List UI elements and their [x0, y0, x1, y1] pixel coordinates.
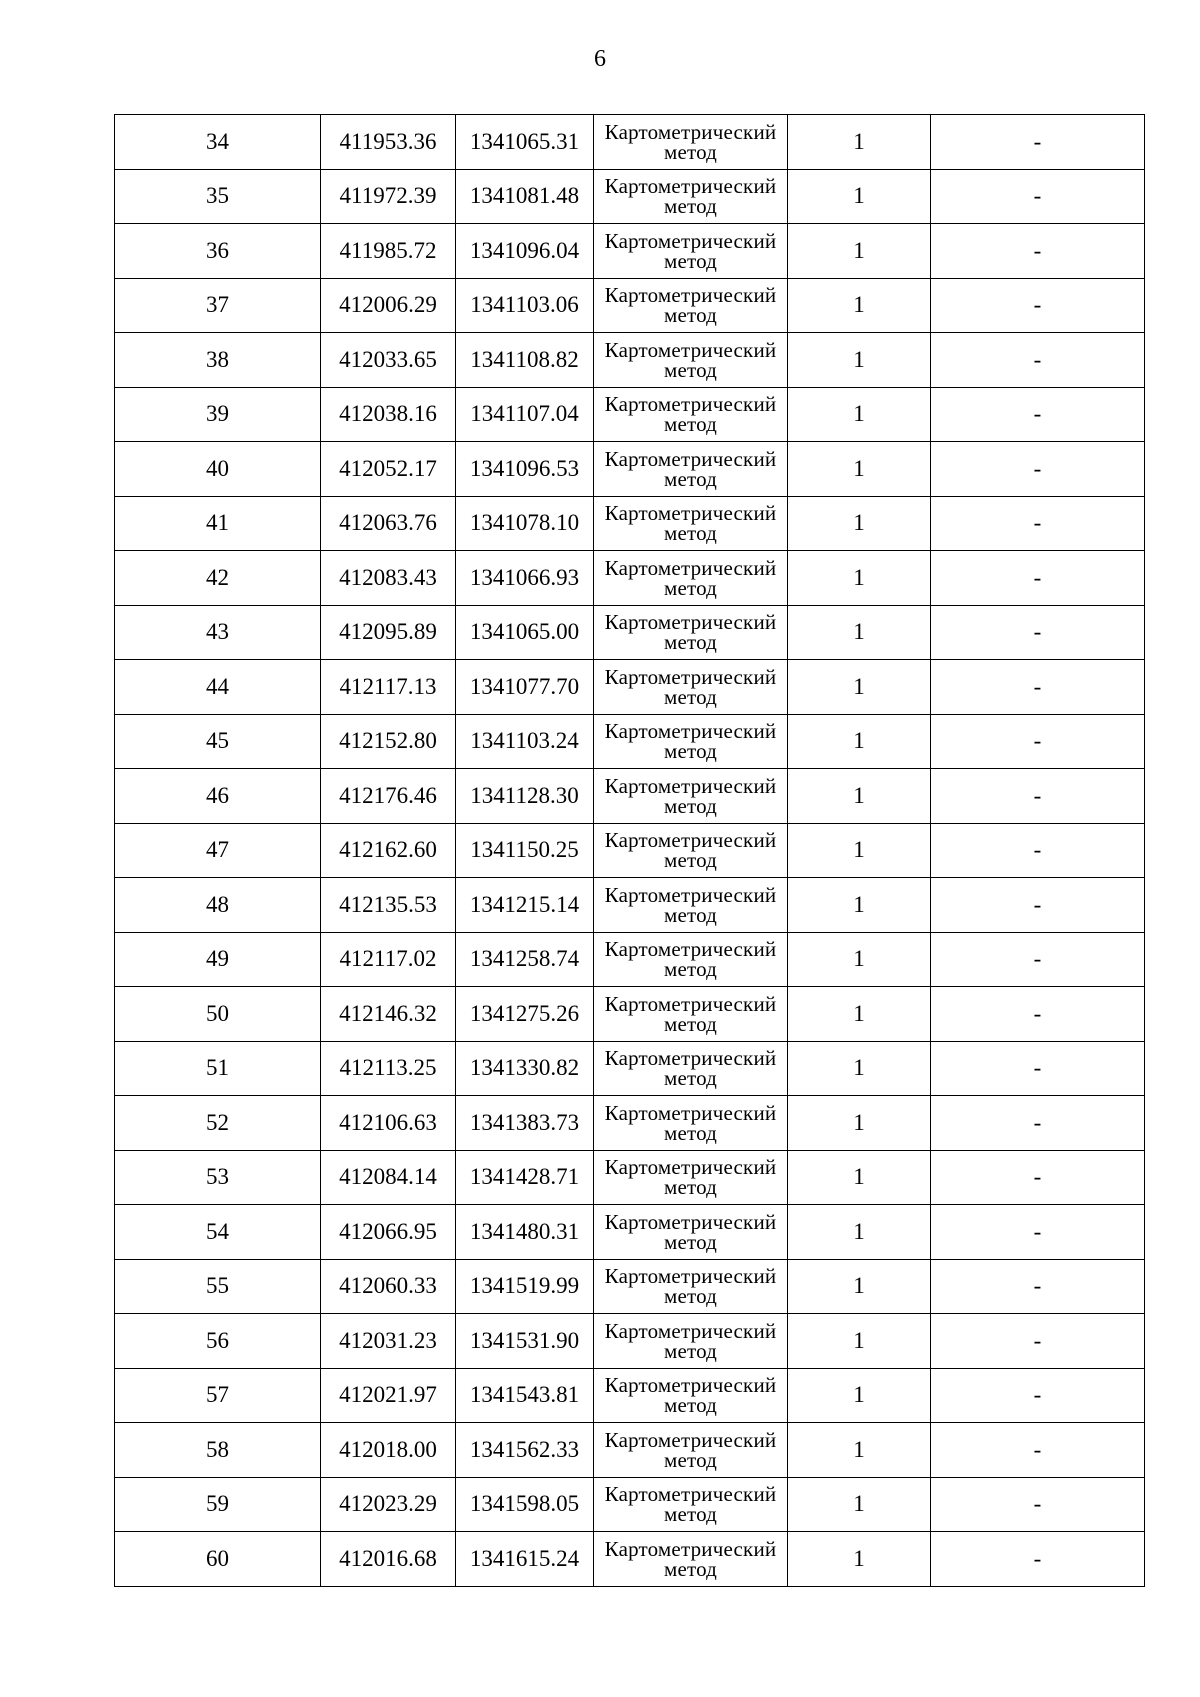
point-number-cell: 45	[115, 714, 321, 769]
method-line-2: метод	[663, 957, 718, 982]
accuracy-cell: 1	[788, 387, 931, 442]
note-cell: -	[931, 1041, 1145, 1096]
table-row	[115, 1259, 1145, 1314]
method-cell	[594, 1205, 788, 1260]
point-number-cell: 60	[115, 1532, 321, 1587]
method-line-1: Картометрический	[604, 937, 777, 962]
table-row	[115, 224, 1145, 279]
table-row	[115, 1368, 1145, 1423]
method-line-1: Картометрический	[604, 174, 777, 199]
x-coordinate-cell: 412016.68	[321, 1532, 456, 1587]
method-line-2: метод	[663, 575, 718, 600]
method-line-1: Картометрический	[604, 773, 777, 798]
note-cell: -	[931, 878, 1145, 933]
y-coordinate-cell: 1341107.04	[456, 387, 594, 442]
method-cell	[594, 1477, 788, 1532]
method-line-2: метод	[663, 412, 718, 437]
method-line-1: Картометрический	[604, 337, 777, 362]
point-number-cell: 58	[115, 1423, 321, 1478]
coordinates-table-body	[115, 115, 1145, 1587]
x-coordinate-cell: 412146.32	[321, 987, 456, 1042]
point-number-cell: 48	[115, 878, 321, 933]
accuracy-cell: 1	[788, 823, 931, 878]
point-number-cell: 46	[115, 769, 321, 824]
x-coordinate-cell: 412033.65	[321, 333, 456, 388]
table-row	[115, 605, 1145, 660]
note-cell: -	[931, 387, 1145, 442]
accuracy-cell: 1	[788, 987, 931, 1042]
coordinates-table	[114, 114, 1145, 1587]
table-row	[115, 496, 1145, 551]
y-coordinate-cell: 1341077.70	[456, 660, 594, 715]
y-coordinate-cell: 1341519.99	[456, 1259, 594, 1314]
accuracy-cell: 1	[788, 1259, 931, 1314]
accuracy-cell: 1	[788, 224, 931, 279]
method-cell	[594, 769, 788, 824]
x-coordinate-cell: 412176.46	[321, 769, 456, 824]
table-row	[115, 442, 1145, 497]
note-cell: -	[931, 1205, 1145, 1260]
y-coordinate-cell: 1341065.00	[456, 605, 594, 660]
accuracy-cell: 1	[788, 932, 931, 987]
y-coordinate-cell: 1341258.74	[456, 932, 594, 987]
accuracy-cell: 1	[788, 1096, 931, 1151]
x-coordinate-cell: 412063.76	[321, 496, 456, 551]
accuracy-cell: 1	[788, 442, 931, 497]
method-line-1: Картометрический	[604, 228, 777, 253]
table-row	[115, 1150, 1145, 1205]
point-number-cell: 36	[115, 224, 321, 279]
method-cell	[594, 987, 788, 1042]
accuracy-cell: 1	[788, 496, 931, 551]
method-line-2: метод	[663, 357, 718, 382]
accuracy-cell: 1	[788, 551, 931, 606]
x-coordinate-cell: 412113.25	[321, 1041, 456, 1096]
note-cell: -	[931, 769, 1145, 824]
note-cell: -	[931, 714, 1145, 769]
method-line-2: метод	[663, 1447, 718, 1472]
accuracy-cell: 1	[788, 1314, 931, 1369]
table-row	[115, 714, 1145, 769]
method-line-1: Картометрический	[604, 1427, 777, 1452]
method-cell	[594, 1150, 788, 1205]
method-cell	[594, 115, 788, 170]
table-row	[115, 1532, 1145, 1587]
y-coordinate-cell: 1341096.53	[456, 442, 594, 497]
point-number-cell: 50	[115, 987, 321, 1042]
y-coordinate-cell: 1341066.93	[456, 551, 594, 606]
method-line-2: метод	[663, 303, 718, 328]
method-cell	[594, 1423, 788, 1478]
point-number-cell: 49	[115, 932, 321, 987]
method-cell	[594, 932, 788, 987]
method-line-2: метод	[663, 1556, 718, 1581]
method-line-1: Картометрический	[604, 446, 777, 471]
x-coordinate-cell: 412152.80	[321, 714, 456, 769]
y-coordinate-cell: 1341103.24	[456, 714, 594, 769]
method-cell	[594, 442, 788, 497]
method-line-2: метод	[663, 1393, 718, 1418]
y-coordinate-cell: 1341383.73	[456, 1096, 594, 1151]
x-coordinate-cell: 412083.43	[321, 551, 456, 606]
table-row	[115, 660, 1145, 715]
method-line-2: метод	[663, 139, 718, 164]
method-line-1: Картометрический	[604, 828, 777, 853]
method-cell	[594, 1314, 788, 1369]
method-line-1: Картометрический	[604, 882, 777, 907]
accuracy-cell: 1	[788, 115, 931, 170]
note-cell: -	[931, 932, 1145, 987]
table-row	[115, 987, 1145, 1042]
method-line-1: Картометрический	[604, 610, 777, 635]
point-number-cell: 35	[115, 169, 321, 224]
y-coordinate-cell: 1341215.14	[456, 878, 594, 933]
accuracy-cell: 1	[788, 1150, 931, 1205]
method-line-2: метод	[663, 1338, 718, 1363]
method-line-2: метод	[663, 684, 718, 709]
method-line-2: метод	[663, 248, 718, 273]
point-number-cell: 34	[115, 115, 321, 170]
method-cell	[594, 605, 788, 660]
point-number-cell: 47	[115, 823, 321, 878]
accuracy-cell: 1	[788, 1041, 931, 1096]
table-row	[115, 1096, 1145, 1151]
method-cell	[594, 1096, 788, 1151]
y-coordinate-cell: 1341428.71	[456, 1150, 594, 1205]
note-cell: -	[931, 1423, 1145, 1478]
point-number-cell: 39	[115, 387, 321, 442]
method-line-2: метод	[663, 521, 718, 546]
y-coordinate-cell: 1341531.90	[456, 1314, 594, 1369]
note-cell: -	[931, 1477, 1145, 1532]
x-coordinate-cell: 412117.02	[321, 932, 456, 987]
table-row	[115, 1477, 1145, 1532]
method-cell	[594, 1532, 788, 1587]
note-cell: -	[931, 169, 1145, 224]
method-line-2: метод	[663, 466, 718, 491]
point-number-cell: 51	[115, 1041, 321, 1096]
y-coordinate-cell: 1341480.31	[456, 1205, 594, 1260]
note-cell: -	[931, 660, 1145, 715]
method-line-2: метод	[663, 1175, 718, 1200]
y-coordinate-cell: 1341562.33	[456, 1423, 594, 1478]
y-coordinate-cell: 1341078.10	[456, 496, 594, 551]
accuracy-cell: 1	[788, 769, 931, 824]
x-coordinate-cell: 412060.33	[321, 1259, 456, 1314]
method-line-1: Картометрический	[604, 719, 777, 744]
method-line-1: Картометрический	[604, 991, 777, 1016]
point-number-cell: 59	[115, 1477, 321, 1532]
method-line-1: Картометрический	[604, 664, 777, 689]
method-line-2: метод	[663, 739, 718, 764]
method-line-2: метод	[663, 1502, 718, 1527]
y-coordinate-cell: 1341108.82	[456, 333, 594, 388]
method-line-2: метод	[663, 194, 718, 219]
x-coordinate-cell: 411972.39	[321, 169, 456, 224]
table-row	[115, 169, 1145, 224]
method-cell	[594, 1041, 788, 1096]
note-cell: -	[931, 1368, 1145, 1423]
method-line-2: метод	[663, 793, 718, 818]
point-number-cell: 44	[115, 660, 321, 715]
method-cell	[594, 551, 788, 606]
table-row	[115, 1205, 1145, 1260]
method-cell	[594, 224, 788, 279]
x-coordinate-cell: 412021.97	[321, 1368, 456, 1423]
point-number-cell: 57	[115, 1368, 321, 1423]
x-coordinate-cell: 412038.16	[321, 387, 456, 442]
point-number-cell: 43	[115, 605, 321, 660]
x-coordinate-cell: 412052.17	[321, 442, 456, 497]
method-line-2: метод	[663, 1120, 718, 1145]
y-coordinate-cell: 1341065.31	[456, 115, 594, 170]
accuracy-cell: 1	[788, 1368, 931, 1423]
method-cell	[594, 278, 788, 333]
table-row	[115, 551, 1145, 606]
x-coordinate-cell: 412095.89	[321, 605, 456, 660]
method-line-1: Картометрический	[604, 283, 777, 308]
note-cell: -	[931, 333, 1145, 388]
method-cell	[594, 660, 788, 715]
x-coordinate-cell: 412018.00	[321, 1423, 456, 1478]
accuracy-cell: 1	[788, 1205, 931, 1260]
point-number-cell: 53	[115, 1150, 321, 1205]
x-coordinate-cell: 412084.14	[321, 1150, 456, 1205]
table-row	[115, 1314, 1145, 1369]
method-line-2: метод	[663, 902, 718, 927]
table-row	[115, 278, 1145, 333]
method-line-2: метод	[663, 1229, 718, 1254]
point-number-cell: 56	[115, 1314, 321, 1369]
point-number-cell: 42	[115, 551, 321, 606]
page-number: 6	[594, 46, 606, 72]
method-line-1: Картометрический	[604, 1046, 777, 1071]
note-cell: -	[931, 1532, 1145, 1587]
point-number-cell: 55	[115, 1259, 321, 1314]
y-coordinate-cell: 1341598.05	[456, 1477, 594, 1532]
method-line-1: Картометрический	[604, 1264, 777, 1289]
note-cell: -	[931, 278, 1145, 333]
accuracy-cell: 1	[788, 660, 931, 715]
method-line-2: метод	[663, 1284, 718, 1309]
note-cell: -	[931, 1096, 1145, 1151]
table-row	[115, 115, 1145, 170]
note-cell: -	[931, 987, 1145, 1042]
y-coordinate-cell: 1341096.04	[456, 224, 594, 279]
method-line-2: метод	[663, 1011, 718, 1036]
method-line-1: Картометрический	[604, 392, 777, 417]
accuracy-cell: 1	[788, 1423, 931, 1478]
x-coordinate-cell: 412023.29	[321, 1477, 456, 1532]
note-cell: -	[931, 823, 1145, 878]
method-line-1: Картометрический	[604, 119, 777, 144]
method-cell	[594, 823, 788, 878]
method-cell	[594, 1368, 788, 1423]
point-number-cell: 41	[115, 496, 321, 551]
note-cell: -	[931, 605, 1145, 660]
accuracy-cell: 1	[788, 714, 931, 769]
table-row	[115, 932, 1145, 987]
accuracy-cell: 1	[788, 169, 931, 224]
point-number-cell: 52	[115, 1096, 321, 1151]
method-cell	[594, 1259, 788, 1314]
note-cell: -	[931, 442, 1145, 497]
note-cell: -	[931, 115, 1145, 170]
method-line-2: метод	[663, 848, 718, 873]
x-coordinate-cell: 411953.36	[321, 115, 456, 170]
x-coordinate-cell: 412006.29	[321, 278, 456, 333]
x-coordinate-cell: 412117.13	[321, 660, 456, 715]
accuracy-cell: 1	[788, 1532, 931, 1587]
accuracy-cell: 1	[788, 278, 931, 333]
method-cell	[594, 333, 788, 388]
note-cell: -	[931, 224, 1145, 279]
note-cell: -	[931, 1259, 1145, 1314]
method-line-1: Картометрический	[604, 1318, 777, 1343]
method-line-1: Картометрический	[604, 1373, 777, 1398]
method-line-1: Картометрический	[604, 1536, 777, 1561]
y-coordinate-cell: 1341128.30	[456, 769, 594, 824]
y-coordinate-cell: 1341543.81	[456, 1368, 594, 1423]
x-coordinate-cell: 412031.23	[321, 1314, 456, 1369]
accuracy-cell: 1	[788, 605, 931, 660]
point-number-cell: 54	[115, 1205, 321, 1260]
x-coordinate-cell: 412106.63	[321, 1096, 456, 1151]
note-cell: -	[931, 496, 1145, 551]
method-cell	[594, 878, 788, 933]
method-cell	[594, 714, 788, 769]
point-number-cell: 40	[115, 442, 321, 497]
accuracy-cell: 1	[788, 878, 931, 933]
note-cell: -	[931, 1150, 1145, 1205]
point-number-cell: 38	[115, 333, 321, 388]
note-cell: -	[931, 1314, 1145, 1369]
method-cell	[594, 169, 788, 224]
note-cell: -	[931, 551, 1145, 606]
table-row	[115, 1423, 1145, 1478]
method-line-1: Картометрический	[604, 1155, 777, 1180]
x-coordinate-cell: 412066.95	[321, 1205, 456, 1260]
y-coordinate-cell: 1341615.24	[456, 1532, 594, 1587]
y-coordinate-cell: 1341103.06	[456, 278, 594, 333]
table-row	[115, 333, 1145, 388]
y-coordinate-cell: 1341150.25	[456, 823, 594, 878]
point-number-cell: 37	[115, 278, 321, 333]
y-coordinate-cell: 1341081.48	[456, 169, 594, 224]
method-line-1: Картометрический	[604, 555, 777, 580]
method-line-1: Картометрический	[604, 1100, 777, 1125]
table-row	[115, 823, 1145, 878]
method-cell	[594, 387, 788, 442]
method-line-2: метод	[663, 630, 718, 655]
x-coordinate-cell: 412162.60	[321, 823, 456, 878]
accuracy-cell: 1	[788, 333, 931, 388]
table-row	[115, 387, 1145, 442]
method-cell	[594, 496, 788, 551]
table-row	[115, 878, 1145, 933]
y-coordinate-cell: 1341275.26	[456, 987, 594, 1042]
method-line-1: Картометрический	[604, 1209, 777, 1234]
x-coordinate-cell: 412135.53	[321, 878, 456, 933]
table-row	[115, 769, 1145, 824]
method-line-2: метод	[663, 1066, 718, 1091]
accuracy-cell: 1	[788, 1477, 931, 1532]
method-line-1: Картометрический	[604, 1482, 777, 1507]
x-coordinate-cell: 411985.72	[321, 224, 456, 279]
y-coordinate-cell: 1341330.82	[456, 1041, 594, 1096]
method-line-1: Картометрический	[604, 501, 777, 526]
table-row	[115, 1041, 1145, 1096]
